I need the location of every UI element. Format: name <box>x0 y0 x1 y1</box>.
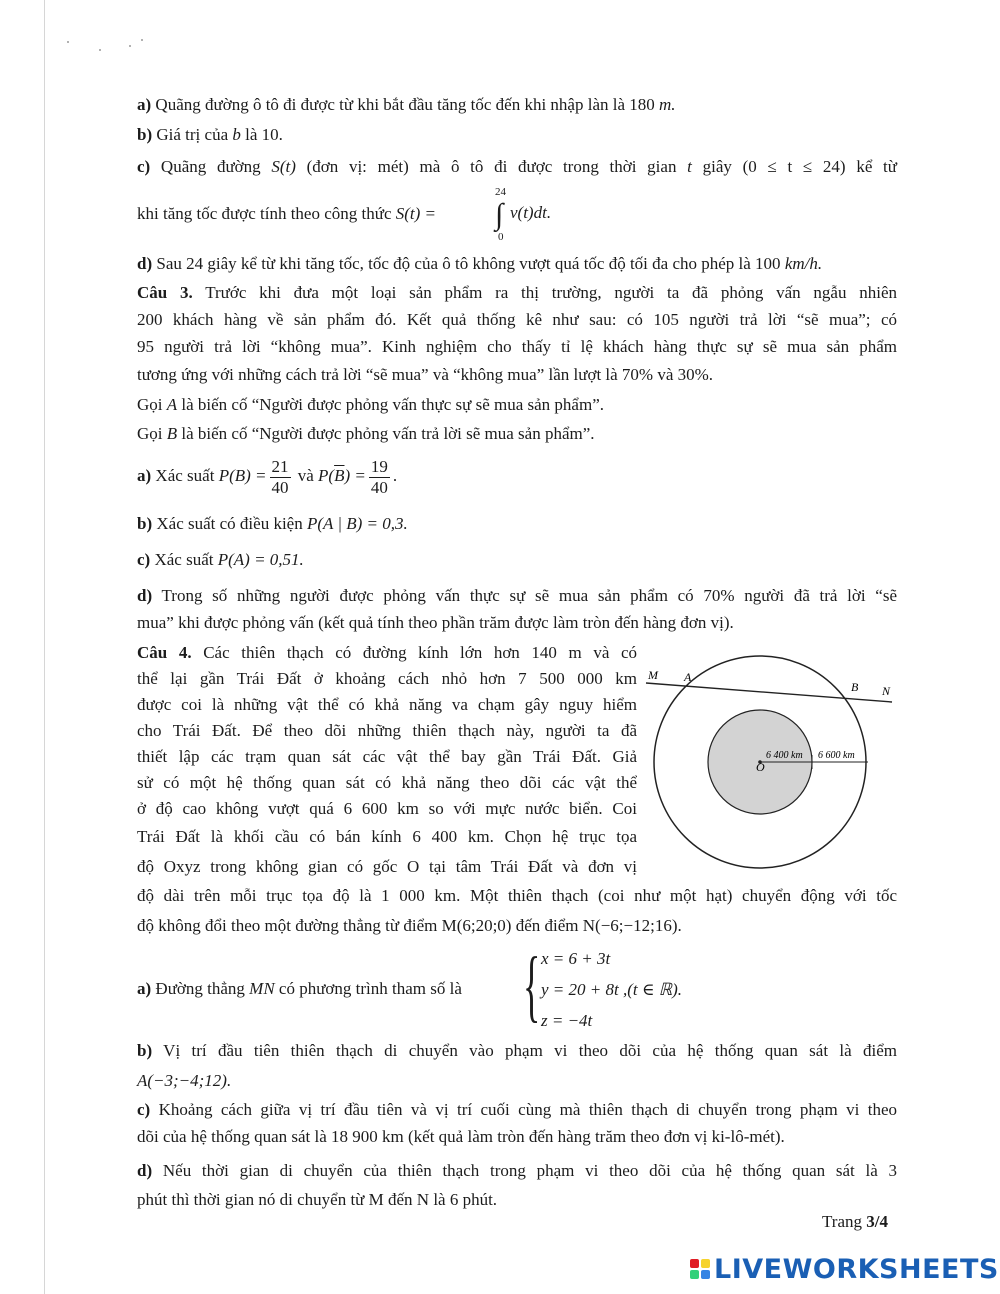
label-n: N <box>882 684 891 698</box>
param-eq-z: z = −4t <box>541 1011 593 1030</box>
label-b: B <box>851 680 859 694</box>
q4-option-d-line2: phút thì thời gian nó di chuyển từ M đến N là 6 phút. <box>137 1190 498 1209</box>
q2-option-c-line1: c) Quãng đường S(t) (đơn vị: mét) mà ô tô đi được trong thời gian t giây (0 ≤ t ≤ 24) kể từ <box>137 157 897 176</box>
param-eq-y: y = 20 + 8t ,(t ∈ ℝ). <box>541 980 683 999</box>
integrand: v(t)dt. <box>510 203 552 222</box>
q4-option-b-line1: b) Vị trí đầu tiên thiên thạch di chuyển vào phạm vi theo dõi của hệ thống quan sát là điểm <box>137 1041 898 1060</box>
q3-option-a: a) Xác suất P(B) = $\frac{21}{40}$ và $P(\overline{B})$ = $\frac{19}{40}$ . <box>137 456 398 497</box>
scan-specks <box>60 28 160 68</box>
q3-option-c: c) Xác suất P(A) = 0,51. <box>137 550 304 569</box>
q4-text-line5: thiết lập các trạm quan sát các vật thể bay gần Trái Đất. Giả <box>137 747 637 766</box>
system-brace: { <box>523 942 541 1030</box>
fraction-21-40: $\frac{21}{40}$ <box>271 456 289 497</box>
q4-text-line4: cho Trái Đất. Để theo dõi những thiên thạch này, người ta đã <box>137 721 637 740</box>
q4-text-line11: độ không đổi theo một đường thẳng từ điểm M(6;20;0) đến điểm N(−6;−12;16). <box>137 916 682 935</box>
integral-formula <box>493 186 573 246</box>
q3-option-b: b) Xác suất có điều kiện P(A | B) = 0,3. <box>137 514 408 533</box>
q2-option-b: b) Giá trị của b là 10. <box>137 125 283 144</box>
q4-option-c-line2: dõi của hệ thống quan sát là 18 900 km (kết quả làm tròn đến hàng trăm theo đơn vị ki-lô-mét). <box>137 1127 785 1146</box>
label-m: M <box>648 668 658 682</box>
q4-text-line2: thể lại gần Trái Đất ở khoảng cách nhỏ hơn 7 500 000 km <box>137 669 637 688</box>
q3-def-a: Gọi A là biến cố “Người được phỏng vấn thực sự sẽ mua sản phẩm”. <box>137 395 604 414</box>
q3-intro-line4: tương ứng với những cách trả lời “sẽ mua” và “không mua” lần lượt là 70% và 30%. <box>137 365 714 384</box>
label-o: O <box>756 760 765 774</box>
scan-edge <box>44 0 45 1294</box>
q4-option-c-line1: c) Khoảng cách giữa vị trí đầu tiên và vị trí cuối cùng mà thiên thạch di chuyển trong phạm vi theo <box>137 1100 898 1119</box>
q4-text-line3: được coi là những vật thể có khả năng va chạm gây nguy hiểm <box>137 695 637 714</box>
earth-observation-figure <box>640 645 900 885</box>
label-earth-radius: 6 400 km <box>766 750 803 761</box>
integral-sign: ∫ <box>495 198 504 231</box>
q4-text-line7: ở độ cao không vượt quá 6 600 km so với mực nước biển. Coi <box>137 799 637 818</box>
label-a: A <box>684 670 692 684</box>
q4-text-line9: độ Oxyz trong không gian có gốc O tại tâm Trái Đất và đơn vị <box>137 857 637 876</box>
liveworksheets-logo-text: LIVEWORKSHEETS <box>714 1253 999 1285</box>
param-system <box>541 943 682 1036</box>
q4-option-d-line1: d) Nếu thời gian di chuyển của thiên thạch trong phạm vi theo dõi của hệ thống quan sát là 3 <box>137 1161 898 1180</box>
q3-def-b: Gọi B là biến cố “Người được phỏng vấn trả lời sẽ mua sản phẩm”. <box>137 424 595 443</box>
q4-text-line1: Câu 4. Các thiên thạch có đường kính lớn hơn 140 m và có <box>137 643 638 662</box>
q4-text-line6: sử có một hệ thống quan sát có khả năng theo dõi các vật thể <box>137 773 637 792</box>
q3-intro-line2: 200 khách hàng về sản phẩm đó. Kết quả thống kê như sau: có 105 người trả lời “sẽ mua”; có <box>137 310 897 329</box>
label-altitude: 6 600 km <box>818 750 855 761</box>
q4-text-line10: độ dài trên mỗi trục tọa độ là 1 000 km. Một thiên thạch (coi như một hạt) chuyển động với tốc <box>137 886 897 905</box>
q4-text-line8: Trái Đất là khối cầu có bán kính 6 400 km. Chọn hệ trục tọa <box>137 827 637 846</box>
q2-option-d: d) Sau 24 giây kể từ khi tăng tốc, tốc độ của ô tô không vượt quá tốc độ tối đa cho phép là 100 km/h. <box>137 254 823 273</box>
integral-upper-bound: 24 <box>495 186 506 198</box>
page-number: Trang 3/4 <box>822 1212 888 1231</box>
q3-intro-line3: 95 người trả lời “không mua”. Kinh nghiệm cho thấy tỉ lệ khách hàng thực sự sẽ mua sản phẩm <box>137 337 897 356</box>
integral-lower-bound: 0 <box>498 231 504 243</box>
liveworksheets-logo[interactable] <box>690 1254 999 1284</box>
q2-option-a: a) Quãng đường ô tô đi được từ khi bắt đầu tăng tốc đến khi nhập làn là 180 m. <box>137 95 676 114</box>
q3-option-d-line2: mua” khi được phỏng vấn (kết quả tính theo phần trăm được làm tròn đến hàng đơn vị). <box>137 613 734 632</box>
q2-option-c-line2: khi tăng tốc được tính theo công thức S(t) = <box>137 204 437 223</box>
fraction-19-40: $\frac{19}{40}$ <box>370 456 388 497</box>
liveworksheets-logo-icon <box>690 1259 710 1279</box>
q3-intro-line1: Câu 3. Trước khi đưa một loại sản phẩm ra thị trường, người ta đã phỏng vấn ngẫu nhiên <box>137 283 897 302</box>
q3-option-d-line1: d) Trong số những người được phỏng vấn thực sự sẽ mua sản phẩm có 70% người đã trả lời “sẽ <box>137 586 897 605</box>
param-eq-x: x = 6 + 3t <box>541 949 611 968</box>
q4-option-a: a) Đường thẳng MN có phương trình tham số là <box>137 979 462 998</box>
q4-option-b-line2: A(−3;−4;12). <box>137 1071 232 1090</box>
